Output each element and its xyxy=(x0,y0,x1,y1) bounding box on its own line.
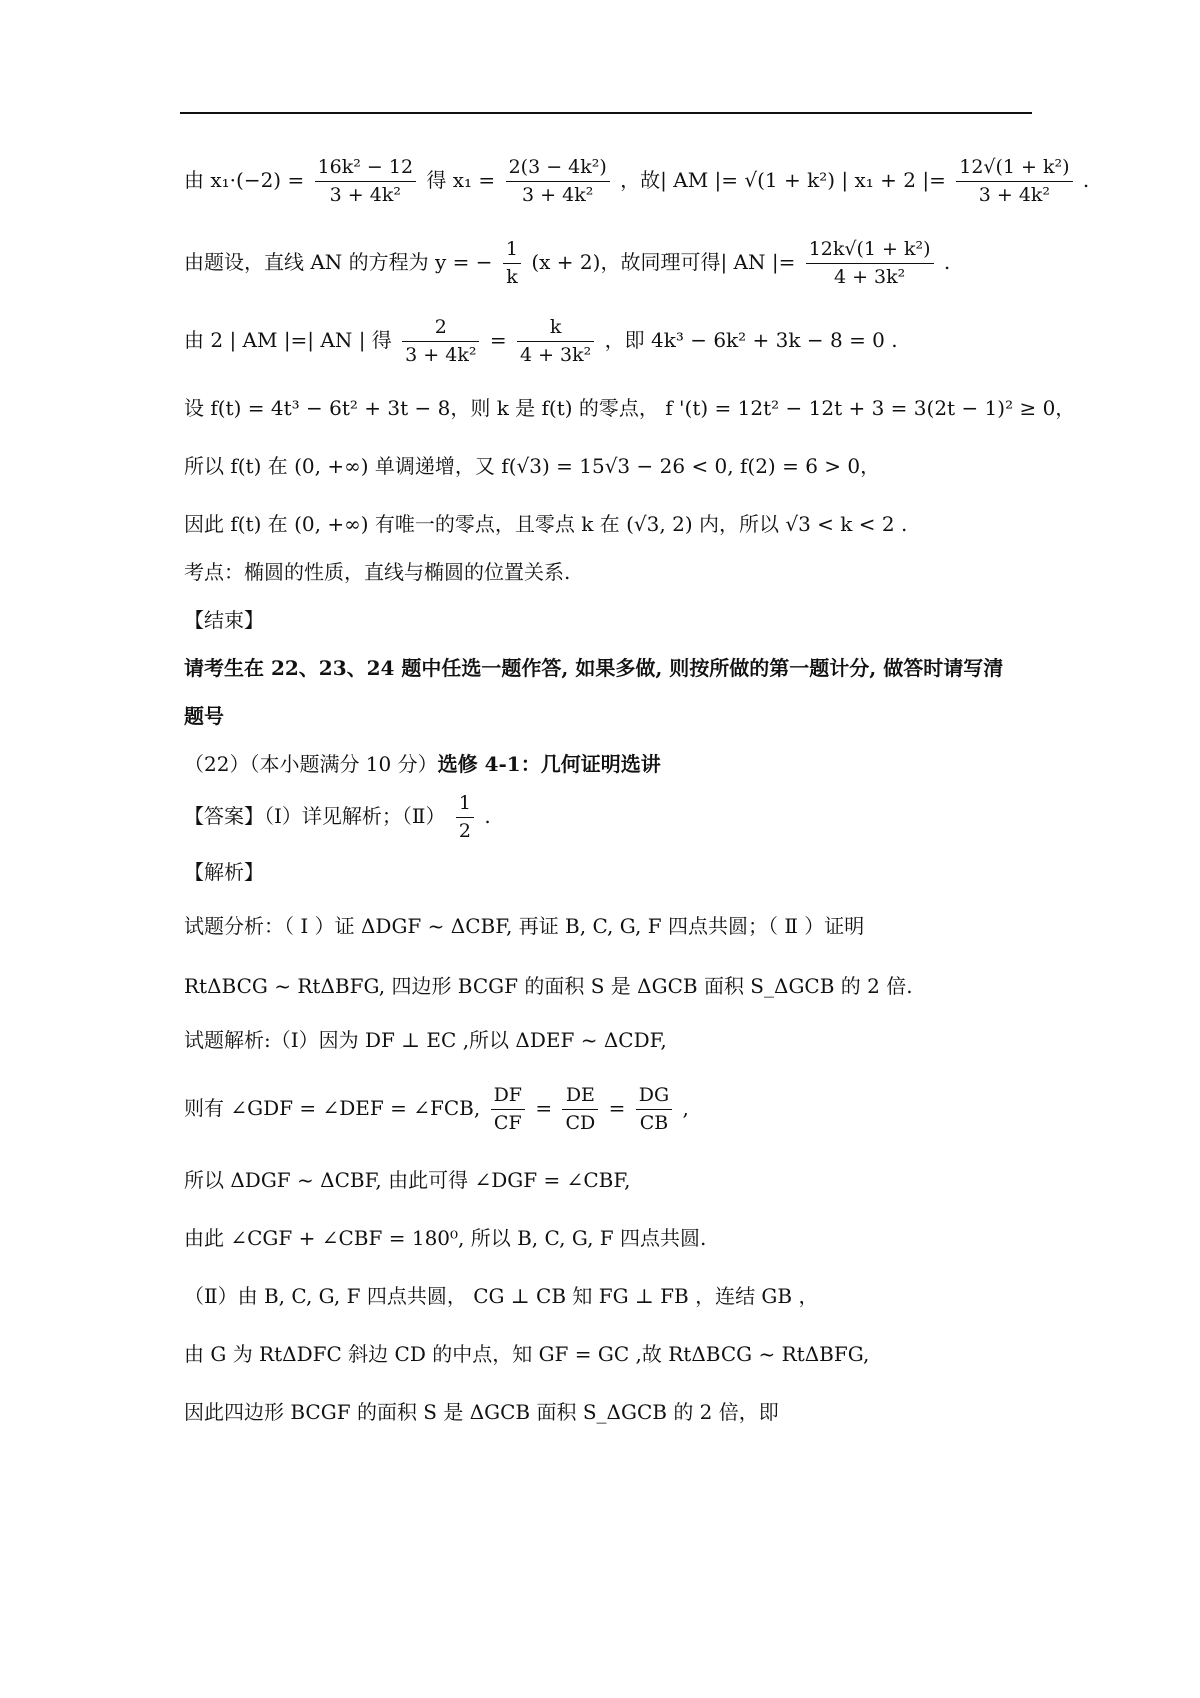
text-line: 由此 ∠CGF + ∠CBF = 180⁰, 所以 B, C, G, F 四点共圆. xyxy=(184,1226,707,1250)
text-segment: 由题设，直线 AN 的方程为 y = − xyxy=(184,250,493,274)
text-segment: = xyxy=(535,1096,553,1120)
numerator: DF xyxy=(491,1086,525,1110)
denominator: 3 + 4k² xyxy=(978,184,1051,206)
fraction xyxy=(956,158,1072,205)
denominator: CD xyxy=(565,1112,596,1134)
equation-am-length xyxy=(184,158,1089,205)
numerator: 1 xyxy=(503,240,521,264)
text-line: 因此 f(t) 在 (0, +∞) 有唯一的零点，且零点 k 在 (√3, 2) 内，所以 √3 < k < 2 . xyxy=(184,512,908,536)
instruction-text: 请考生在 22、23、24 题中任选一题作答, 如果多做, 则按所做的第一题计分, 做答时请写清 xyxy=(184,656,1004,680)
text-segment: . xyxy=(484,804,491,828)
question-topic: 选修 4-1：几何证明选讲 xyxy=(437,752,661,776)
denominator: CF xyxy=(493,1112,522,1134)
numerator: 2(3 − 4k²) xyxy=(506,158,610,182)
text-line: 试题分析：（ Ⅰ ）证 ΔDGF ~ ΔCBF, 再证 B, C, G, F 四点共圆；（ Ⅱ ）证明 xyxy=(184,914,865,938)
question-heading xyxy=(184,754,661,774)
fraction xyxy=(402,318,479,365)
text-line: 所以 ΔDGF ~ ΔCBF, 由此可得 ∠DGF = ∠CBF, xyxy=(184,1168,631,1192)
text-line: RtΔBCG ~ RtΔBFG, 四边形 BCGF 的面积 S 是 ΔGCB 面积 S_ΔGCB 的 2 倍. xyxy=(184,974,913,998)
text-line: 考点：椭圆的性质，直线与椭圆的位置关系. xyxy=(184,560,571,584)
text-segment: (x + 2)，故同理可得| AN |= xyxy=(531,250,796,274)
answer-line xyxy=(184,794,491,841)
fraction xyxy=(562,1086,598,1133)
fraction xyxy=(315,158,416,205)
text-line: 所以 f(t) 在 (0, +∞) 单调递增，又 f(√3) = 15√3 − 26 < 0, f(2) = 6 > 0， xyxy=(184,454,881,478)
text-line: （Ⅱ）由 B, C, G, F 四点共圆， CG ⊥ CB 知 FG ⊥ FB ，连结 GB ， xyxy=(184,1284,819,1308)
section-marker: 【解析】 xyxy=(184,860,264,884)
text-segment: . xyxy=(1082,168,1090,192)
equation-an-length xyxy=(184,240,950,287)
fraction xyxy=(517,318,594,365)
denominator: k xyxy=(506,266,518,288)
text-segment: （22）（本小题满分 10 分） xyxy=(184,752,438,776)
numerator: 12√(1 + k²) xyxy=(956,158,1072,182)
text-segment: = xyxy=(608,1096,626,1120)
fraction xyxy=(503,240,521,287)
denominator: 3 + 4k² xyxy=(329,184,401,206)
numerator: 16k² − 12 xyxy=(315,158,416,182)
numerator: 2 xyxy=(402,318,479,342)
fraction xyxy=(456,794,474,841)
denominator: 4 + 3k² xyxy=(519,344,592,366)
text-segment: 得 x₁ = xyxy=(426,168,496,192)
denominator: 2 xyxy=(458,820,471,842)
section-marker: 【结束】 xyxy=(184,608,264,632)
text-line: 因此四边形 BCGF 的面积 S 是 ΔGCB 面积 S_ΔGCB 的 2 倍，即 xyxy=(184,1400,779,1424)
numerator: DG xyxy=(636,1086,672,1110)
denominator: 3 + 4k² xyxy=(405,344,477,366)
numerator: DE xyxy=(562,1086,598,1110)
text-segment: = xyxy=(489,328,507,352)
fraction xyxy=(506,158,610,205)
text-line: 由 G 为 RtΔDFC 斜边 CD 的中点，知 GF = GC ,故 RtΔBCG ~ RtΔBFG, xyxy=(184,1342,870,1366)
text-segment: 由 2 | AM |=| AN | 得 xyxy=(184,328,392,352)
text-segment: ，故| AM |= √(1 + k²) | x₁ + 2 |= xyxy=(620,168,946,192)
text-line: 设 f(t) = 4t³ − 6t² + 3t − 8，则 k 是 f(t) 的零点， f '(t) = 12t² − 12t + 3 = 3(2t − 1)² ≥ 0， xyxy=(184,396,1076,420)
text-segment: 由 x₁·(−2) = xyxy=(184,168,305,192)
header-rule xyxy=(180,112,1032,114)
equation-angles xyxy=(184,1086,689,1133)
instruction-text: 题号 xyxy=(184,704,224,728)
text-segment: 则有 ∠GDF = ∠DEF = ∠FCB, xyxy=(184,1096,481,1120)
fraction xyxy=(806,240,934,287)
equation-ratio xyxy=(184,318,898,365)
fraction xyxy=(636,1086,672,1133)
denominator: 4 + 3k² xyxy=(833,266,906,288)
text-line: 试题解析:（Ⅰ）因为 DF ⊥ EC ,所以 ΔDEF ~ ΔCDF, xyxy=(184,1028,667,1052)
denominator: CB xyxy=(639,1112,669,1134)
text-segment: 【答案】（Ⅰ）详见解析；（Ⅱ） xyxy=(184,804,446,828)
denominator: 3 + 4k² xyxy=(522,184,594,206)
numerator: 1 xyxy=(456,794,474,818)
numerator: 12k√(1 + k²) xyxy=(806,240,934,264)
text-segment: , xyxy=(682,1096,689,1120)
fraction xyxy=(491,1086,525,1133)
numerator: k xyxy=(517,318,594,342)
text-segment: ，即 4k³ − 6k² + 3k − 8 = 0 . xyxy=(604,328,898,352)
text-segment: . xyxy=(943,250,951,274)
